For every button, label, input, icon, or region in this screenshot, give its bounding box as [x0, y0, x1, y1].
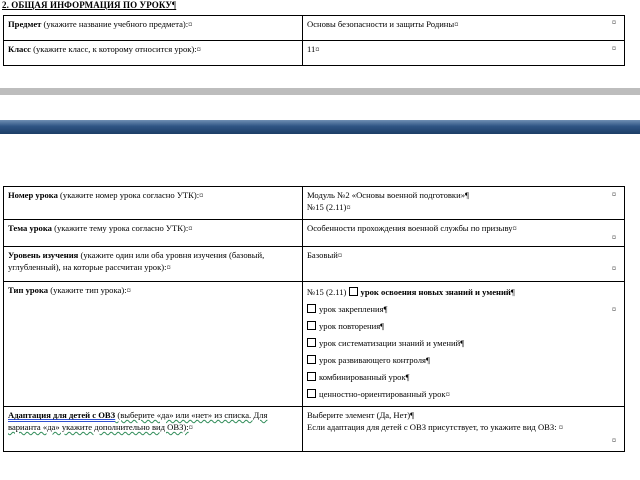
- study-level-hint: (укажите один или оба уровня изучения (базовый, углубленный), на которые рассчитан урок):: [8, 250, 265, 272]
- checkbox-icon[interactable]: [307, 338, 316, 347]
- option-label: урок закрепления: [319, 304, 384, 314]
- adaptation-label: Адаптация для детей с ОВЗ: [8, 410, 116, 420]
- table-row: [4, 247, 625, 282]
- option-label: комбинированный урок: [319, 372, 406, 382]
- adaptation-value-cell[interactable]: [303, 407, 625, 452]
- option-label: урок развивающего контроля: [319, 355, 426, 365]
- cell-mark: ¤: [199, 190, 204, 200]
- paragraph-mark: ¶: [410, 410, 414, 420]
- cell-mark: ¤: [454, 19, 459, 29]
- study-level-label-cell[interactable]: [4, 247, 303, 282]
- subject-label: Предмет: [8, 19, 42, 29]
- study-level-value-cell[interactable]: [303, 247, 625, 282]
- cell-mark: ¤: [445, 389, 450, 399]
- lesson-type-label: Тип урока: [8, 285, 49, 295]
- checkbox-icon[interactable]: [307, 372, 316, 381]
- class-value: 11: [307, 44, 316, 54]
- lesson-type-option[interactable]: [307, 388, 620, 400]
- paragraph-mark: ¶: [383, 304, 388, 314]
- checkbox-icon[interactable]: [307, 304, 316, 313]
- general-info-table: [3, 15, 625, 66]
- table-row: [4, 41, 625, 66]
- table-row: [4, 282, 625, 407]
- lesson-topic-label-cell[interactable]: [4, 220, 303, 247]
- class-value-cell[interactable]: [303, 41, 625, 66]
- cell-mark: ¤: [196, 44, 201, 54]
- row-end-mark: ¤: [612, 233, 616, 242]
- lesson-number-label-cell[interactable]: [4, 187, 303, 220]
- lesson-type-option[interactable]: [307, 303, 620, 315]
- checkbox-icon[interactable]: [307, 355, 316, 364]
- row-end-mark: ¤: [612, 305, 616, 314]
- paragraph-mark: ¶: [510, 287, 515, 297]
- adaptation-label-cell[interactable]: [4, 407, 303, 452]
- page-divider: [0, 88, 640, 95]
- lesson-type-prefix: №15 (2.11): [307, 287, 347, 297]
- lesson-number-hint: (укажите номер урока согласно УТК):: [57, 190, 200, 200]
- paragraph-mark: ¶: [380, 321, 385, 331]
- lesson-topic-value: Особенности прохождения военной службы по призыву: [307, 223, 513, 233]
- row-end-mark: ¤: [612, 264, 616, 273]
- row-end-mark: ¤: [612, 436, 616, 445]
- checkbox-icon[interactable]: [307, 321, 316, 330]
- row-end-mark: ¤: [612, 18, 616, 27]
- subject-hint: (укажите название учебного предмета):: [41, 19, 189, 29]
- subject-value: Основы безопасности и защиты Родины: [307, 19, 455, 29]
- paragraph-mark: ¶: [405, 372, 410, 382]
- lesson-type-value-cell: [303, 282, 625, 407]
- cell-mark: ¤: [166, 262, 171, 272]
- adaptation-hint: (выберите «да» или «нет» из списка. Для варианта «да» укажите дополнительно вид ОВЗ):: [8, 410, 268, 432]
- paragraph-mark: ¶: [465, 190, 469, 200]
- cell-mark: ¤: [558, 422, 564, 432]
- cell-mark: ¤: [188, 422, 193, 432]
- lesson-topic-label: Тема урока: [8, 223, 52, 233]
- paragraph-mark: ¶: [172, 0, 177, 10]
- cell-mark: ¤: [337, 250, 343, 260]
- module-name: Модуль №2 «Основы военной подготовки»: [307, 190, 466, 200]
- lesson-type-option[interactable]: [307, 337, 620, 349]
- cell-mark: ¤: [512, 223, 517, 233]
- option-label: урок систематизации знаний и умений: [319, 338, 461, 348]
- row-end-mark: ¤: [612, 190, 616, 199]
- lesson-info-table: [3, 186, 625, 452]
- cell-mark: ¤: [346, 202, 351, 212]
- lesson-type-label-cell[interactable]: [4, 282, 303, 407]
- table-row: [4, 16, 625, 41]
- option-label: урок повторения: [319, 321, 381, 331]
- study-level-label: Уровень изучения: [8, 250, 79, 260]
- class-label-cell[interactable]: [4, 41, 303, 66]
- subject-value-cell[interactable]: [303, 16, 625, 41]
- lesson-number-value-cell[interactable]: [303, 187, 625, 220]
- subject-label-cell[interactable]: [4, 16, 303, 41]
- checkbox-icon[interactable]: [307, 389, 316, 398]
- checkbox-icon[interactable]: [349, 287, 358, 296]
- paragraph-mark: ¶: [425, 355, 430, 365]
- class-hint: (укажите класс, к которому относится урок):: [30, 44, 197, 54]
- lesson-topic-value-cell[interactable]: [303, 220, 625, 247]
- lesson-type-option[interactable]: [307, 354, 620, 366]
- class-label: Класс: [8, 44, 31, 54]
- row-end-mark: ¤: [612, 44, 616, 53]
- lesson-type-hint: (укажите тип урока):: [48, 285, 127, 295]
- adaptation-dropdown-value[interactable]: Выберите элемент (Да, Нет): [307, 410, 411, 420]
- cell-mark: ¤: [188, 19, 193, 29]
- section-heading: [2, 0, 176, 10]
- lesson-type-option[interactable]: [307, 371, 620, 383]
- adaptation-ovz-prompt: Если адаптация для детей с ОВЗ присутствует, то укажите вид ОВЗ:: [307, 422, 557, 432]
- lesson-type-value: урок освоения новых знаний и умений: [360, 287, 511, 297]
- paragraph-mark: ¶: [460, 338, 465, 348]
- option-label: ценностно-ориентированный урок: [319, 389, 446, 399]
- table-row: [4, 220, 625, 247]
- cell-mark: ¤: [126, 285, 131, 295]
- cell-mark: ¤: [188, 223, 193, 233]
- study-level-value: Базовый: [307, 250, 338, 260]
- table-row: [4, 187, 625, 220]
- lesson-number-value: №15 (2.11): [307, 202, 347, 212]
- lesson-topic-hint: (укажите тему урока согласно УТК):: [51, 223, 189, 233]
- table-row: [4, 407, 625, 452]
- lesson-number-label: Номер урока: [8, 190, 58, 200]
- lesson-type-selected[interactable]: [307, 286, 620, 298]
- slide-header-band: [0, 120, 640, 134]
- cell-mark: ¤: [315, 44, 320, 54]
- section-heading-text: 2. ОБЩАЯ ИНФОРМАЦИЯ ПО УРОКУ: [2, 0, 173, 10]
- lesson-type-option[interactable]: [307, 320, 620, 332]
